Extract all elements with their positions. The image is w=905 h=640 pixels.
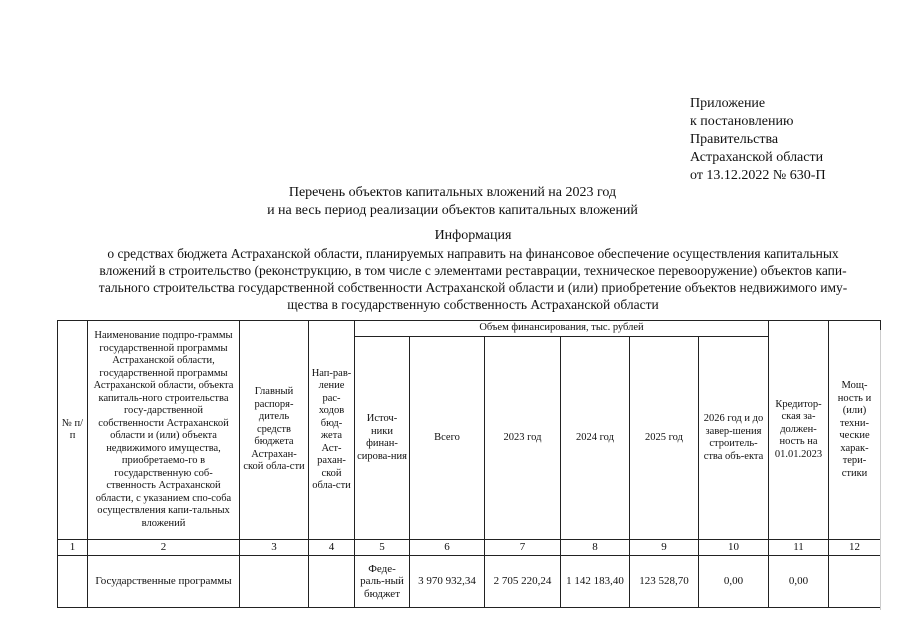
appendix-block bbox=[690, 95, 890, 185]
title-line: и на весь период реализации объектов капитальных вложений bbox=[267, 203, 638, 218]
scan-artifact-line bbox=[880, 330, 881, 610]
cell-debt: 0,00 bbox=[769, 556, 829, 608]
appendix-line: к постановлению bbox=[690, 114, 794, 129]
header-name: Наименование подпро-граммы государственной программы Астраханской области, государственной программы Астраханской области, объекта капиталь-ного строительства госу-дарственной собственности Астраханской области и (или) объекта недвижимого имущества, приобретаемо-го в государственную соб-ственность Астраханской области, с указанием спо-соба осуществления капи-тальных вложений bbox=[88, 321, 240, 540]
column-number: 1 bbox=[58, 540, 88, 556]
cell-2024: 1 142 183,40 bbox=[561, 556, 630, 608]
header-debt: Кредитор-ская за-должен-ность на 01.01.2023 bbox=[769, 321, 829, 540]
header-2023: 2023 год bbox=[485, 337, 561, 540]
column-number: 6 bbox=[410, 540, 485, 556]
cell-source: Феде-раль-ный бюджет bbox=[355, 556, 410, 608]
column-number: 2 bbox=[88, 540, 240, 556]
appendix-line: от 13.12.2022 № 630-П bbox=[690, 168, 826, 183]
cell-direction bbox=[309, 556, 355, 608]
column-number-row bbox=[58, 540, 881, 556]
column-number: 4 bbox=[309, 540, 355, 556]
column-number: 7 bbox=[485, 540, 561, 556]
header-admin: Главный распоря-дитель средств бюджета Астрахан-ской обла-сти bbox=[240, 321, 309, 540]
cell-number bbox=[58, 556, 88, 608]
cell-name: Государственные программы bbox=[88, 556, 240, 608]
column-number: 8 bbox=[561, 540, 630, 556]
header-financing-group: Объем финансирования, тыс. рублей bbox=[355, 321, 769, 337]
appendix-line: Правительства bbox=[690, 132, 779, 147]
info-line: вложений в строительство (реконструкцию, в том числе с элементами реставрации, техническое перевооружение) объектов капи- bbox=[99, 263, 847, 278]
info-block bbox=[76, 227, 870, 313]
cell-2023: 2 705 220,24 bbox=[485, 556, 561, 608]
financing-table bbox=[57, 320, 881, 608]
cell-2025: 123 528,70 bbox=[630, 556, 699, 608]
header-direction: Нап-рав-ление рас-ходов бюд-жета Аст-рахан-ской обла-сти bbox=[309, 321, 355, 540]
info-line: щества в государственную собственность Астраханской области bbox=[287, 297, 659, 312]
header-2026: 2026 год и до завер-шения строитель-ства объ-екта bbox=[699, 337, 769, 540]
header-2025: 2025 год bbox=[630, 337, 699, 540]
header-source: Источ-ники финан-сирова-ния bbox=[355, 337, 410, 540]
cell-admin bbox=[240, 556, 309, 608]
info-heading: Информация bbox=[434, 228, 512, 243]
header-capacity: Мощ-ность и (или) техни-ческие харак-тери-стики bbox=[829, 321, 881, 540]
info-line: о средствах бюджета Астраханской области, планируемых направить на финансовое обеспечение осуществления капитальных bbox=[107, 246, 839, 261]
column-number: 5 bbox=[355, 540, 410, 556]
appendix-line: Астраханской области bbox=[690, 150, 824, 165]
cell-capacity bbox=[829, 556, 881, 608]
column-number: 12 bbox=[829, 540, 881, 556]
appendix-line: Приложение bbox=[690, 96, 766, 111]
column-number: 10 bbox=[699, 540, 769, 556]
header-2024: 2024 год bbox=[561, 337, 630, 540]
header-number: № п/п bbox=[58, 321, 88, 540]
column-number: 11 bbox=[769, 540, 829, 556]
header-total: Всего bbox=[410, 337, 485, 540]
cell-2026: 0,00 bbox=[699, 556, 769, 608]
table-row bbox=[58, 556, 881, 608]
title-line: Перечень объектов капитальных вложений на 2023 год bbox=[288, 185, 617, 200]
column-number: 9 bbox=[630, 540, 699, 556]
column-number: 3 bbox=[240, 540, 309, 556]
document-title bbox=[0, 184, 905, 220]
info-line: тального строительства государственной собственности Астраханской области и (или) приобретение объектов недвижимого иму- bbox=[98, 280, 848, 295]
cell-total: 3 970 932,34 bbox=[410, 556, 485, 608]
